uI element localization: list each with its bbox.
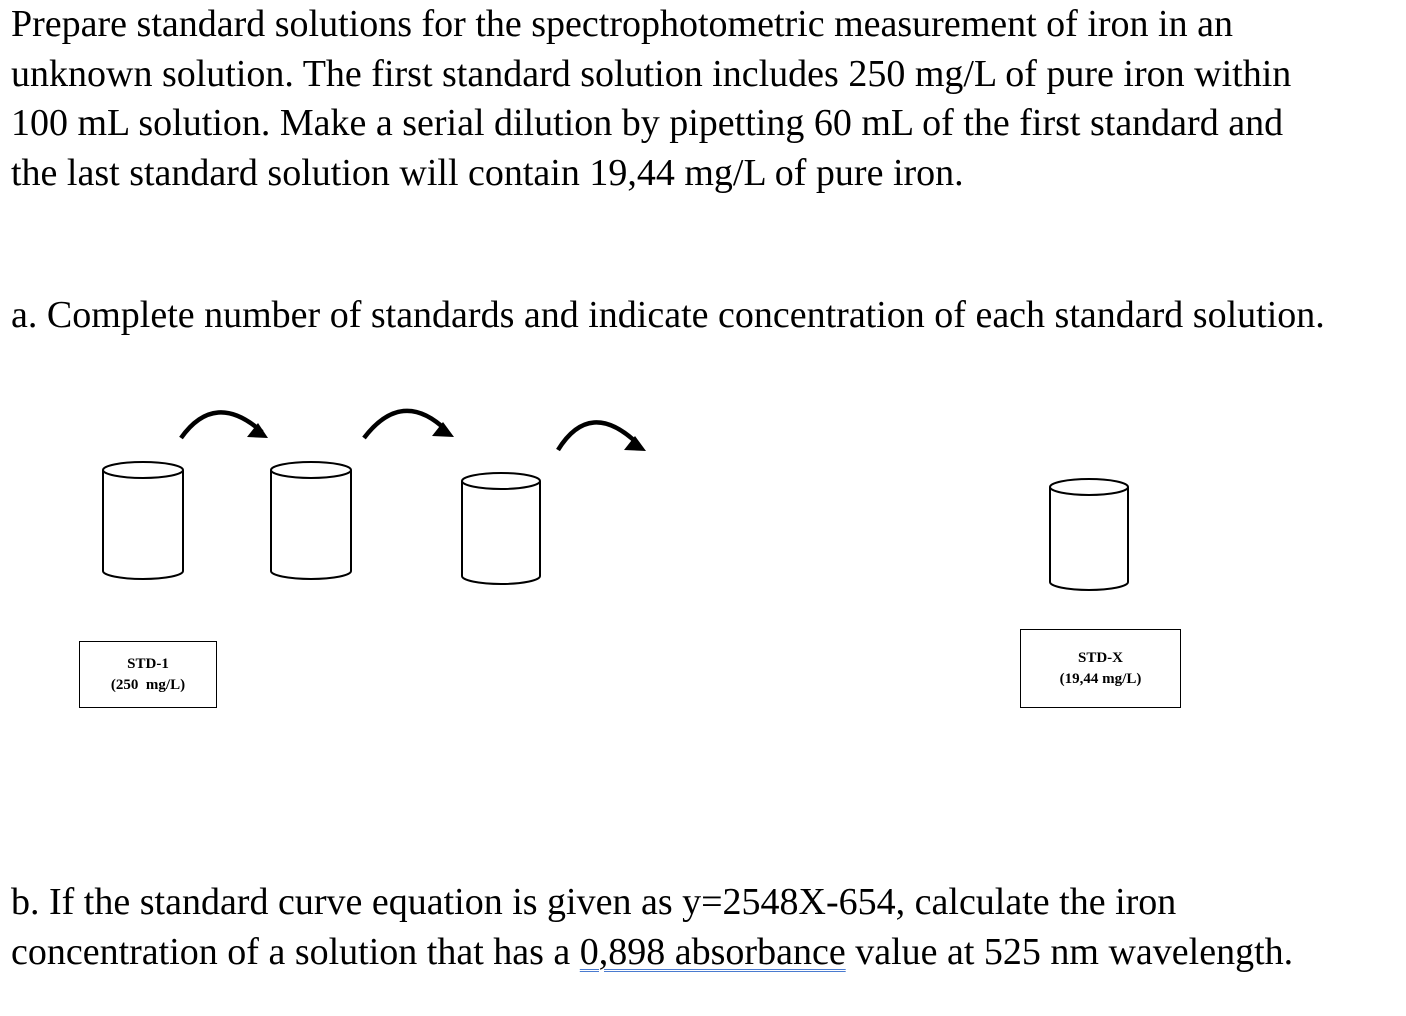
- problem-statement-line: unknown solution. The first standard solution includes 250 mg/L of pure iron within: [11, 52, 1292, 95]
- std-x-label: [1020, 629, 1181, 708]
- curved-arrow-icon: [364, 411, 454, 438]
- std-x-name: STD-X: [1077, 649, 1123, 666]
- std-1-concentration: (250 mg/L): [110, 676, 186, 693]
- beaker-icon: [271, 462, 351, 579]
- curved-arrow-icon: [558, 422, 646, 451]
- curved-arrow-icon: [181, 412, 268, 438]
- std-1-label: [79, 641, 217, 708]
- problem-statement-line: 100 mL solution. Make a serial dilution by pipetting 60 mL of the first standard and: [11, 102, 1284, 144]
- problem-statement: [11, 0, 1401, 198]
- question-b-line: [11, 928, 1293, 978]
- question-b-line: b. If the standard curve equation is given as y=2548X-654, calculate the iron: [11, 881, 1177, 923]
- question-b: [11, 878, 1293, 977]
- problem-statement-line: Prepare standard solutions for the spectrophotometric measurement of iron in an: [11, 3, 1233, 45]
- problem-statement-line: the last standard solution will contain 19,44 mg/L of pure iron.: [11, 151, 964, 194]
- question-a: a. Complete number of standards and indicate concentration of each standard solution.: [11, 294, 1325, 336]
- question-b-prefix: concentration of a solution that has a: [11, 930, 580, 973]
- std-x-concentration: (19,44 mg/L): [1059, 670, 1142, 687]
- beaker-icon: [1050, 479, 1128, 590]
- std-1-name: STD-1: [127, 655, 169, 672]
- beaker-icon: [462, 473, 540, 584]
- beaker-icon: [103, 462, 183, 579]
- question-b-suffix: value at 525 nm wavelength.: [845, 930, 1294, 973]
- absorbance-value: 0,898 absorbance: [579, 930, 846, 973]
